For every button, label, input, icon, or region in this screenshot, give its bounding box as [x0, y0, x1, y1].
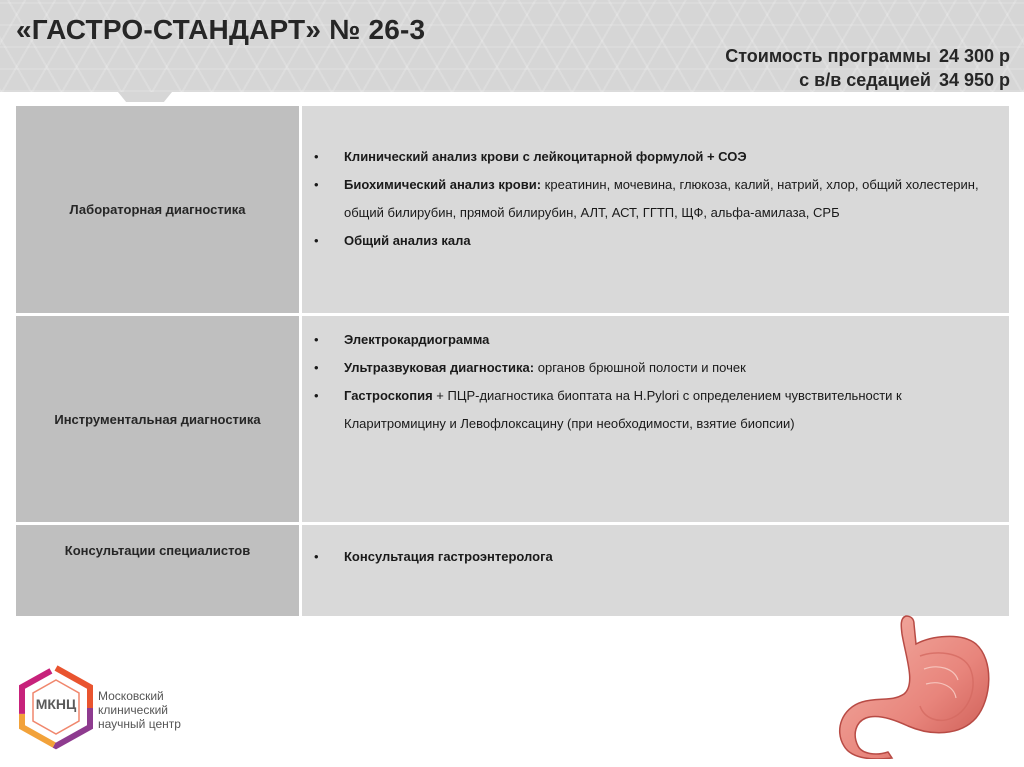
logo-name-line-1: Московский: [98, 689, 164, 703]
page-title: «ГАСТРО-СТАНДАРТ» № 26-3: [16, 14, 426, 45]
bullet: •: [314, 549, 319, 564]
items-cell: [302, 106, 1009, 313]
bullet: •: [314, 360, 319, 375]
price-line-standard: [725, 44, 1010, 68]
header-tab: [118, 92, 172, 102]
bullet: •: [314, 332, 319, 347]
stomach-illustration-icon: [836, 614, 996, 759]
item-text: креатинин, мочевина, глюкоза, калий, натрий, хлор, общий холестерин, общий билирубин, прямой билирубин, АЛТ, АСТ, ГГТП, ЩФ, альфа-амилаза, СРБ: [344, 177, 979, 220]
logo-name-line-3: научный центр: [98, 717, 181, 731]
list-item: [314, 143, 989, 171]
items-cell: [302, 316, 1009, 522]
list-item: [314, 543, 989, 571]
bullet: •: [314, 233, 319, 248]
item-text: + ПЦР-диагностика биоптата на H.Pylori с определением чувствительности к Кларитромицину и Левофлоксацину (при необходимости, взятие биопсии): [344, 388, 902, 431]
list-item: [314, 227, 989, 255]
logo-name-line-2: клинический: [98, 703, 169, 717]
bullet: •: [314, 388, 319, 403]
list-item: [314, 354, 989, 382]
list-item: [314, 382, 989, 438]
category-cell: Лабораторная диагностика: [16, 106, 299, 313]
logo-name: [98, 689, 181, 731]
bullet: •: [314, 177, 319, 192]
price-block: [725, 44, 1010, 92]
logo-abbr: МКНЦ: [35, 696, 77, 712]
price-label-standard: Стоимость программы: [725, 46, 931, 66]
price-value-sedation: 34 950 р: [938, 70, 1010, 90]
price-label-sedation: с в/в седацией: [799, 70, 931, 90]
item-bold: Клинический анализ крови с лейкоцитарной формулой + СОЭ: [344, 149, 747, 164]
item-bold: Консультация гастроэнтеролога: [344, 549, 553, 564]
items-cell: [302, 525, 1009, 616]
mknc-logo: [16, 664, 196, 750]
price-value-standard: 24 300 р: [938, 46, 1010, 66]
category-cell: Консультации специалистов: [16, 525, 299, 616]
item-bold: Ультразвуковая диагностика:: [344, 360, 535, 375]
table-row: [16, 106, 1009, 313]
item-bold: Общий анализ кала: [344, 233, 471, 248]
price-line-sedation: [725, 68, 1010, 92]
category-cell: Инструментальная диагностика: [16, 316, 299, 522]
item-text: органов брюшной полости и почек: [534, 360, 746, 375]
item-bold: Электрокардиограмма: [344, 332, 490, 347]
item-bold: Биохимический анализ крови:: [344, 177, 542, 192]
table-row: [16, 525, 1009, 616]
bullet: •: [314, 149, 319, 164]
list-item: [314, 326, 989, 354]
item-bold: Гастроскопия: [344, 388, 433, 403]
list-item: [314, 171, 989, 227]
table-row: [16, 316, 1009, 522]
program-table: [16, 106, 1009, 616]
